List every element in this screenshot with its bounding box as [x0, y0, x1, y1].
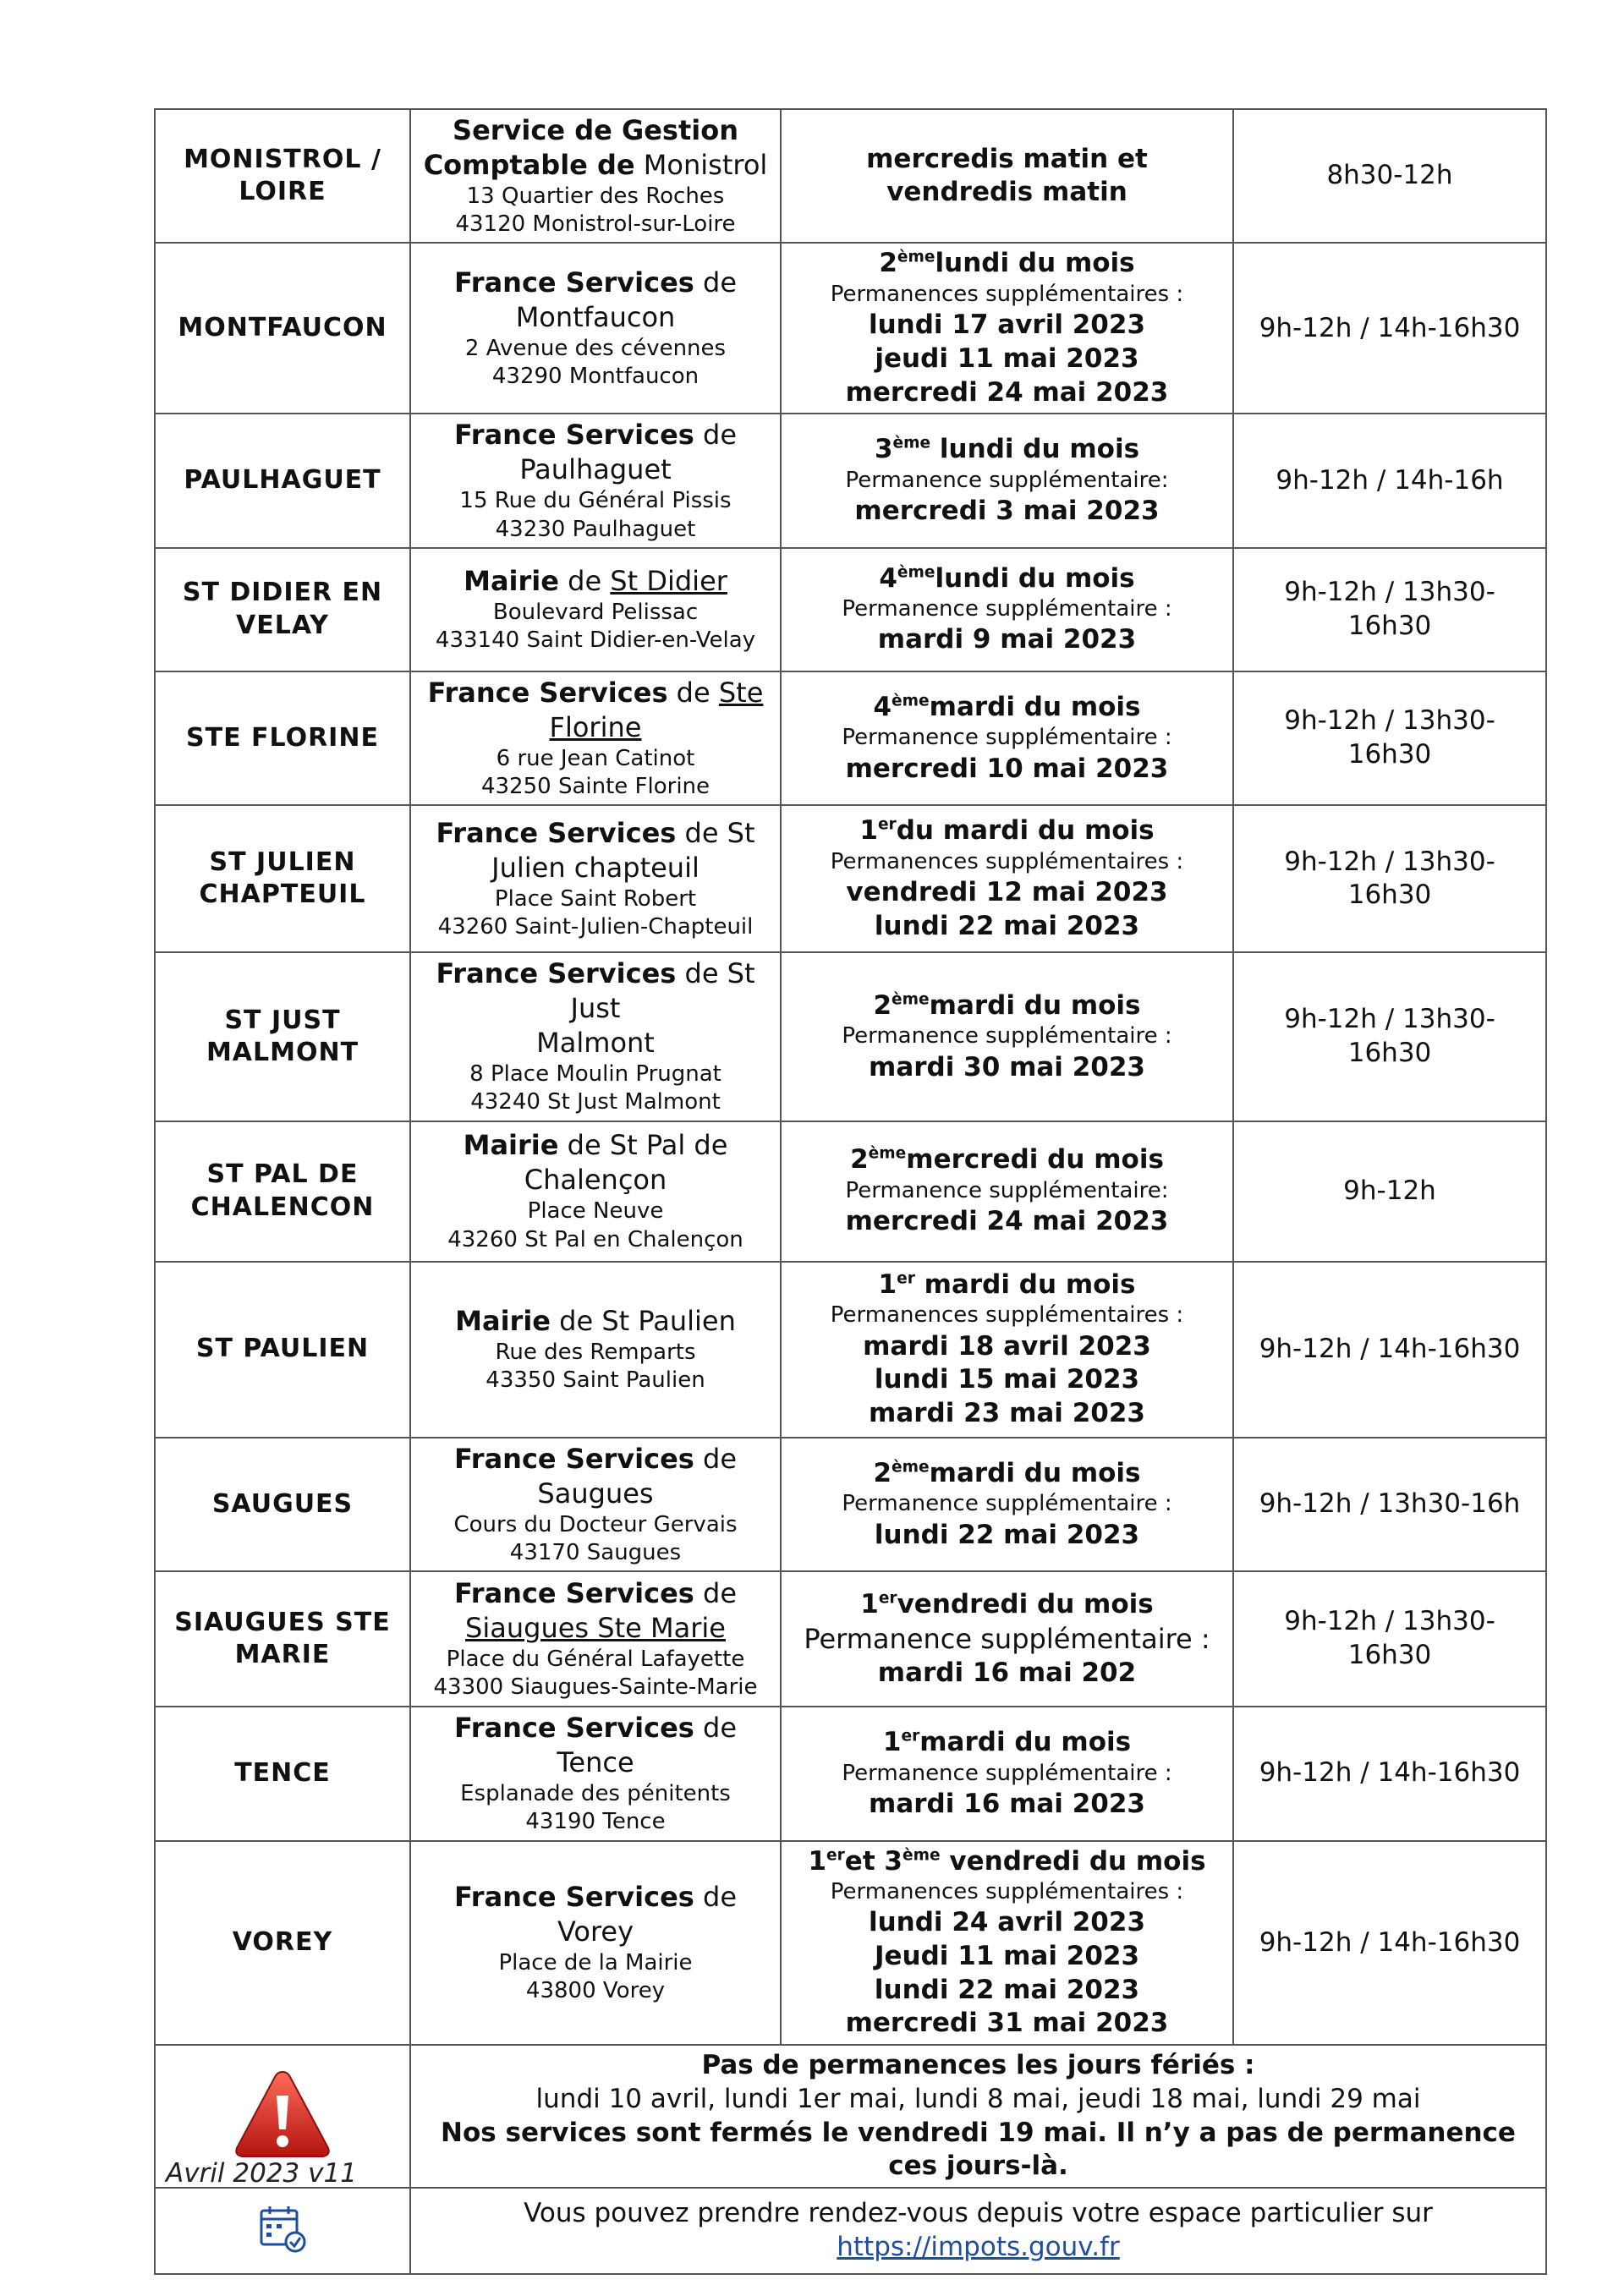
office-name-line [420, 1576, 771, 1611]
recurring-day-text: lundi du mois [935, 248, 1135, 279]
extra-session-date: mardi 16 mai 202 [877, 1657, 1137, 1688]
city-cell [155, 548, 410, 671]
city-cell [155, 414, 410, 547]
address-line: Esplanade des pénitents [460, 1781, 731, 1806]
city-name: ST JULIEN [209, 847, 356, 877]
ordinal-suffix: er [877, 815, 897, 834]
office-name: de St Just [570, 957, 755, 1025]
office-name: de [694, 266, 738, 299]
ordinal-suffix: er [901, 1727, 920, 1745]
extra-session-date: mardi 16 mai 2023 [869, 1788, 1145, 1819]
extra-session-date: mardi 30 mai 2023 [869, 1051, 1145, 1082]
extra-session-date: lundi 22 mai 2023 [874, 1974, 1140, 2005]
office-name-line [420, 113, 771, 148]
office-name-line [420, 1026, 771, 1060]
extra-session-date: mardi 18 avril 2023 [863, 1330, 1151, 1362]
recurring-day-text: mardi du mois [929, 1457, 1141, 1488]
office-name-line [420, 418, 771, 452]
extra-sessions-label: Permanences supplémentaires : [830, 848, 1184, 874]
ordinal-suffix: ème [892, 692, 930, 710]
office-row [155, 1121, 1546, 1262]
city-cell [155, 671, 410, 805]
office-name-line [420, 148, 771, 183]
opening-hours: 9h-12h / 13h30-16h30 [1233, 1571, 1546, 1707]
office-type: France Services [427, 676, 668, 709]
schedule-text: mercredis matin et [866, 143, 1148, 174]
opening-hours: 9h-12h / 13h30-16h30 [1233, 548, 1546, 671]
holiday-days: lundi 10 avril, lundi 1er mai, lundi 8 mai, jeudi 18 mai, lundi 29 mai [535, 2083, 1421, 2114]
address-line: 8 Place Moulin Prugnat [469, 1061, 721, 1088]
office-name-line [420, 1304, 771, 1339]
extra-session-date: lundi 17 avril 2023 [868, 310, 1146, 341]
extra-session-date: lundi 22 mai 2023 [874, 1519, 1140, 1550]
office-name: Montfaucon [515, 301, 676, 334]
recurring-day-text: vendredi du mois [940, 1845, 1206, 1877]
extra-session-date: lundi 24 avril 2023 [868, 1907, 1146, 1938]
office-name-underlined: Ste [718, 676, 764, 709]
office-name-line [420, 676, 771, 710]
office-row [155, 414, 1546, 547]
schedule-cell [781, 952, 1233, 1121]
city-cell [155, 805, 410, 952]
schedule-cell [781, 109, 1233, 243]
address-line: 43190 Tence [525, 1809, 666, 1835]
opening-hours: 9h-12h / 14h-16h [1233, 414, 1546, 547]
recurring-day-text: mardi du mois [914, 1269, 1136, 1300]
office-name: de Tence [557, 1712, 738, 1779]
city-name: STE FLORINE [186, 722, 379, 753]
office-name: de [694, 1442, 738, 1475]
extra-session-date: lundi 15 mai 2023 [874, 1364, 1140, 1395]
address-line: 43260 Saint-Julien-Chapteuil [437, 914, 754, 940]
ordinal-suffix: er [826, 1846, 845, 1865]
city-name: TENCE [234, 1758, 331, 1789]
extra-sessions-label: Permanence supplémentaire : [842, 1023, 1172, 1049]
ordinal-number: 4 [873, 691, 892, 722]
opening-hours: 9h-12h [1233, 1121, 1546, 1262]
ordinal-number: 1 [808, 1845, 827, 1877]
extra-sessions-label: Permanence supplémentaire : [842, 596, 1172, 622]
office-name-line [420, 851, 771, 885]
office-row [155, 952, 1546, 1121]
ordinal-number: 1 [860, 1588, 879, 1619]
city-cell [155, 1121, 410, 1262]
office-cell [410, 243, 781, 414]
city-name: MONISTROL / [184, 144, 381, 174]
recurring-day-text: mardi du mois [929, 691, 1141, 722]
address-line: 6 rue Jean Catinot [496, 745, 695, 771]
office-name: Malmont [536, 1027, 655, 1060]
office-name-line [420, 1442, 771, 1477]
address-line: 43240 St Just Malmont [470, 1089, 721, 1115]
holiday-title: Pas de permanences les jours fériés : [701, 2050, 1255, 2081]
extra-session-date: mercredi 31 mai 2023 [845, 2008, 1169, 2039]
city-cell [155, 1707, 410, 1840]
recurring-day [790, 1588, 1224, 1622]
extra-session-date: mercredi 24 mai 2023 [845, 376, 1169, 408]
address-line: 43260 St Pal en Chalençon [447, 1226, 743, 1252]
office-name-line [420, 1711, 771, 1780]
address-line: 43290 Montfaucon [491, 364, 700, 390]
ordinal-number: 2 [873, 989, 892, 1021]
office-cell [410, 805, 781, 952]
recurring-day [790, 691, 1224, 725]
office-cell [410, 1841, 781, 2046]
ordinal-suffix: ème [892, 1458, 930, 1477]
holiday-notice [410, 2045, 1546, 2188]
city-name: VELAY [236, 610, 329, 640]
office-type: France Services [453, 419, 694, 452]
ordinal-suffix: ème [903, 1846, 941, 1865]
address-line: 2 Avenue des cévennes [464, 336, 727, 362]
extra-sessions-label: Permanence supplémentaire : [842, 1760, 1172, 1786]
address-line: 43300 Siaugues-Sainte-Marie [433, 1674, 758, 1701]
ordinal-suffix: ème [897, 249, 935, 267]
office-name-line [420, 816, 771, 851]
address-line: 43120 Monistrol-sur-Loire [455, 211, 736, 238]
schedule-cell [781, 805, 1233, 952]
extra-sessions-label: Permanences supplémentaires : [830, 1879, 1184, 1905]
address-line: Place de la Mairie [498, 1950, 693, 1976]
recurring-day [790, 1457, 1224, 1491]
ordinal-number: 3 [874, 434, 893, 465]
office-type: Mairie [464, 565, 559, 598]
extra-session-date: mercredi 3 mai 2023 [854, 496, 1160, 527]
office-cell [410, 952, 781, 1121]
office-type: Comptable de [423, 148, 635, 181]
office-row [155, 243, 1546, 414]
extra-session-date: Jeudi 11 mai 2023 [874, 1941, 1140, 1972]
office-cell [410, 671, 781, 805]
office-row [155, 671, 1546, 805]
extra-session-date: mardi 9 mai 2023 [877, 624, 1137, 655]
office-name-line [420, 1128, 771, 1163]
calendar-check-icon [258, 2202, 307, 2255]
office-row [155, 1707, 1546, 1840]
extra-session-date: mardi 23 mai 2023 [869, 1397, 1145, 1428]
office-type: France Services [436, 817, 677, 850]
office-name: de [694, 419, 738, 452]
address-line: Rue des Remparts [495, 1339, 696, 1365]
recurring-day-text: lundi du mois [935, 562, 1135, 594]
ordinal-suffix: er [878, 1589, 897, 1608]
office-name-line [420, 1880, 771, 1949]
recurring-day [790, 247, 1224, 281]
ordinal-number: 4 [879, 562, 897, 594]
recurring-day-text: lundi du mois [930, 434, 1140, 465]
recurring-day [790, 562, 1224, 596]
address-line: Place Neuve [527, 1198, 664, 1225]
office-cell [410, 414, 781, 547]
office-name-line [420, 1477, 771, 1511]
address-line: 43350 Saint Paulien [486, 1367, 705, 1394]
office-type: France Services [453, 1576, 694, 1609]
office-name: de Vorey [557, 1881, 738, 1948]
schedule-cell [781, 1262, 1233, 1438]
city-name: VOREY [232, 1927, 333, 1958]
schedule-cell [781, 548, 1233, 671]
office-type: France Services [453, 1881, 694, 1914]
schedule-cell [781, 1121, 1233, 1262]
ordinal-number: 1 [882, 1727, 902, 1757]
office-row [155, 1841, 1546, 2046]
city-name: MARIE [234, 1640, 331, 1670]
office-cell [410, 109, 781, 243]
extra-sessions-label: Permanence supplémentaire : [842, 725, 1172, 751]
city-name: ST PAL DE [206, 1159, 359, 1190]
office-cell [410, 1707, 781, 1840]
extra-session-date: vendredi 12 mai 2023 [846, 877, 1168, 908]
office-name: de [667, 676, 719, 709]
office-name-underlined: Florine [549, 710, 642, 743]
address-line: 15 Rue du Général Pissis [459, 488, 732, 514]
office-row [155, 1262, 1546, 1438]
extra-session-date: mercredi 10 mai 2023 [845, 753, 1169, 784]
schedule-cell [781, 1571, 1233, 1707]
appointment-text: Vous pouvez prendre rendez-vous depuis votre espace particulier sur [524, 2198, 1433, 2229]
schedule-cell [781, 414, 1233, 547]
city-cell [155, 1438, 410, 1571]
office-name: Chalençon [524, 1164, 667, 1197]
office-name: Monistrol [634, 148, 768, 181]
recurring-day [790, 1143, 1224, 1177]
warning-icon [232, 2067, 333, 2162]
address-line: 43230 Paulhaguet [495, 516, 696, 542]
office-row [155, 1438, 1546, 1571]
address-line: Cours du Docteur Gervais [453, 1511, 738, 1537]
extra-sessions-label: Permanence supplémentaire : [804, 1622, 1210, 1655]
office-cell [410, 1262, 781, 1438]
office-type: France Services [436, 957, 677, 990]
schedule-text: vendredis matin [886, 177, 1127, 208]
address-line: Place du Général Lafayette [446, 1646, 745, 1672]
office-type: Mairie [455, 1304, 551, 1337]
document-version: Avril 2023 v11 [166, 2158, 357, 2189]
city-cell [155, 109, 410, 243]
schedule-cell [781, 671, 1233, 805]
extra-sessions-label: Permanences supplémentaires : [830, 282, 1184, 308]
address-line: 433140 Saint Didier-en-Velay [435, 627, 756, 654]
calendar-icon-cell [155, 2188, 410, 2274]
ordinal-number: 1 [878, 1269, 897, 1300]
ordinal-suffix: ème [868, 1145, 907, 1164]
extra-sessions-label: Permanence supplémentaire : [842, 1491, 1172, 1517]
address-line: 43170 Saugues [509, 1539, 682, 1565]
city-name: MONTFAUCON [178, 313, 387, 343]
recurring-day [790, 1269, 1224, 1302]
opening-hours: 9h-12h / 13h30-16h30 [1233, 671, 1546, 805]
opening-hours: 9h-12h / 13h30-16h30 [1233, 952, 1546, 1121]
extra-sessions-label: Permanence supplémentaire: [845, 467, 1169, 493]
city-name: CHAPTEUIL [199, 879, 366, 910]
office-name-underlined: St Didier [610, 565, 727, 598]
opening-hours: 9h-12h / 13h30-16h [1233, 1438, 1546, 1571]
permanence-table [154, 108, 1547, 2275]
recurring-day [790, 814, 1224, 848]
opening-hours: 9h-12h / 13h30-16h30 [1233, 805, 1546, 952]
schedule-cell [781, 1841, 1233, 2046]
office-name: de St [676, 817, 755, 850]
city-name: SIAUGUES STE [174, 1607, 391, 1637]
schedule-cell [781, 1438, 1233, 1571]
appointment-row [155, 2188, 1546, 2274]
city-name: ST PAULIEN [195, 1334, 370, 1364]
extra-session-date: lundi 22 mai 2023 [874, 910, 1140, 941]
office-type: Service de Gestion [453, 114, 738, 146]
office-name-line [420, 452, 771, 487]
office-row [155, 805, 1546, 952]
opening-hours: 8h30-12h [1233, 109, 1546, 243]
office-cell [410, 1438, 781, 1571]
office-row [155, 1571, 1546, 1707]
city-name: SAUGUES [211, 1488, 354, 1519]
city-cell [155, 1262, 410, 1438]
ordinal-number: 2 [879, 248, 897, 279]
extra-session-date: jeudi 11 mai 2023 [875, 343, 1139, 375]
office-name-line [420, 564, 771, 599]
address-line: Boulevard Pelissac [492, 600, 699, 626]
office-cell [410, 1571, 781, 1707]
office-name: de St Paulien [550, 1304, 736, 1337]
office-cell [410, 1121, 781, 1262]
recurring-day [790, 989, 1224, 1023]
opening-hours: 9h-12h / 14h-16h30 [1233, 1841, 1546, 2046]
office-row [155, 109, 1546, 243]
schedule-cell [781, 1707, 1233, 1840]
recurring-day [790, 1845, 1224, 1879]
extra-sessions-label: Permanences supplémentaires : [830, 1302, 1184, 1329]
recurring-day-text: vendredi du mois [897, 1588, 1154, 1619]
office-name: Paulhaguet [519, 453, 672, 486]
closure-notice: Nos services sont fermés le vendredi 19 mai. Il n’y a pas de permanence ces jours-là. [441, 2117, 1516, 2182]
recurring-day [790, 1726, 1224, 1760]
office-name-line [420, 956, 771, 1026]
office-name: Saugues [537, 1477, 654, 1510]
office-name: de [558, 565, 611, 598]
ordinal-number: 2 [873, 1457, 892, 1488]
address-line: 13 Quartier des Roches [466, 183, 725, 209]
ordinal-number: 2 [850, 1144, 869, 1175]
office-name: Julien chapteuil [491, 852, 700, 884]
office-name: de [694, 1576, 738, 1609]
office-row [155, 548, 1546, 671]
city-cell [155, 243, 410, 414]
opening-hours: 9h-12h / 14h-16h30 [1233, 243, 1546, 414]
holiday-notice-row [155, 2045, 1546, 2188]
office-type: France Services [453, 1442, 694, 1475]
recurring-day-text: mardi du mois [929, 989, 1141, 1021]
city-name: MALMONT [206, 1037, 359, 1067]
city-cell [155, 952, 410, 1121]
office-name-line [420, 300, 771, 335]
appointment-info [410, 2188, 1546, 2274]
address-line: Place Saint Robert [494, 885, 697, 912]
city-name: ST DIDIER EN [182, 578, 383, 608]
schedule-cell [781, 243, 1233, 414]
ordinal-suffix: ème [892, 990, 930, 1009]
impots-link[interactable]: https://impots.gouv.fr [837, 2231, 1120, 2262]
office-name-line [420, 710, 771, 745]
city-cell [155, 1571, 410, 1707]
ordinal-number: 1 [859, 815, 878, 847]
office-type: Mairie [463, 1129, 559, 1162]
office-name-line [420, 1611, 771, 1646]
opening-hours: 9h-12h / 14h-16h30 [1233, 1262, 1546, 1438]
recurring-day-text: et 3 [844, 1845, 903, 1877]
office-name: de St Pal de [558, 1129, 728, 1162]
office-type: France Services [453, 1712, 694, 1745]
ordinal-suffix: er [897, 1269, 915, 1288]
ordinal-suffix: ème [892, 434, 931, 452]
recurring-day [790, 433, 1224, 467]
office-name-line [420, 1163, 771, 1197]
city-name: LOIRE [239, 177, 326, 207]
recurring-day-text: mercredi du mois [906, 1144, 1164, 1175]
opening-hours: 9h-12h / 14h-16h30 [1233, 1707, 1546, 1840]
recurring-day-text: du mardi du mois [896, 815, 1155, 847]
city-cell [155, 1841, 410, 2046]
office-name-underlined: Siaugues Ste Marie [465, 1611, 726, 1644]
address-line: 43250 Sainte Florine [480, 774, 710, 799]
address-line: 43800 Vorey [525, 1978, 666, 2004]
city-name: CHALENCON [190, 1192, 375, 1222]
city-name: ST JUST [224, 1005, 341, 1035]
office-type: France Services [453, 266, 694, 299]
office-name-line [420, 266, 771, 300]
office-cell [410, 548, 781, 671]
extra-sessions-label: Permanence supplémentaire: [845, 1178, 1169, 1204]
recurring-day-text: mardi du mois [919, 1727, 1132, 1757]
ordinal-suffix: ème [897, 563, 935, 582]
extra-session-date: mercredi 24 mai 2023 [845, 1206, 1169, 1237]
city-name: PAULHAGUET [184, 465, 381, 496]
